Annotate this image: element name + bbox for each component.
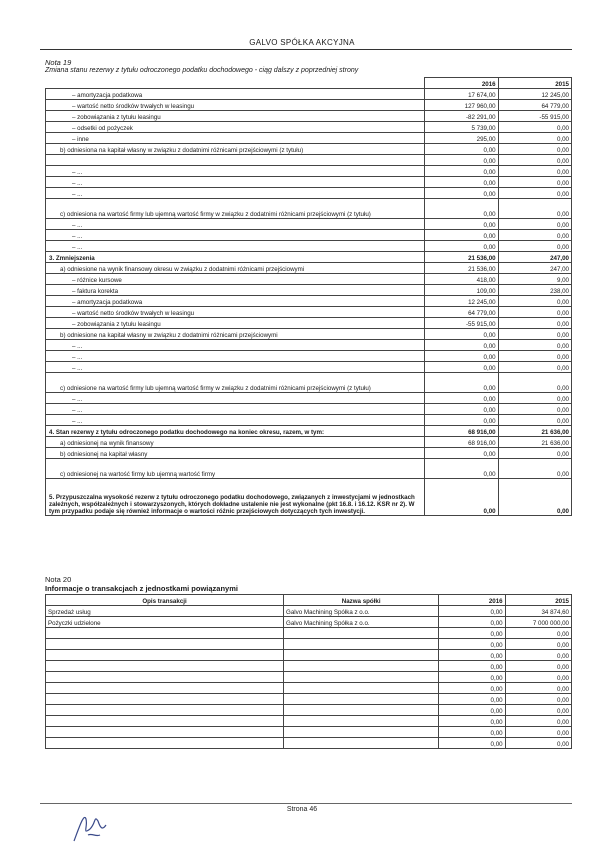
- value-2015: 0,00: [498, 241, 571, 252]
- table-row: [46, 705, 572, 716]
- table-row: [46, 459, 572, 479]
- row-label: c) odniesionej na wartość firmy lub ujemną wartość firmy: [46, 459, 425, 479]
- row-label: – zobowiązania z tytułu leasingu: [46, 318, 425, 329]
- value-2015: 0,00: [505, 639, 571, 650]
- value-2015: 0,00: [505, 628, 571, 639]
- value-2016: 0,00: [425, 230, 498, 241]
- transaction-desc: [46, 650, 284, 661]
- row-label: – ...: [46, 393, 425, 404]
- company-name: [284, 639, 439, 650]
- value-2016: 68 916,00: [425, 437, 498, 448]
- company-name: [284, 683, 439, 694]
- note19-header-2016: 2016: [425, 78, 498, 89]
- table-row: [46, 738, 572, 749]
- row-label: 3. Zmniejszenia: [46, 252, 425, 263]
- value-2015: 9,00: [498, 274, 571, 285]
- transaction-desc: Sprzedaż usług: [46, 606, 284, 617]
- value-2016: 21 536,00: [425, 263, 498, 274]
- table-row: [46, 122, 572, 133]
- table-row: [46, 437, 572, 448]
- table-row: [46, 133, 572, 144]
- row-label: – amortyzacja podatkowa: [46, 89, 425, 100]
- table-row: [46, 373, 572, 393]
- value-2015: 0,00: [498, 230, 571, 241]
- value-2015: 12 245,00: [498, 89, 571, 100]
- note19-header-desc: [46, 78, 425, 89]
- company-name: Galvo Machining Spółka z o.o.: [284, 606, 439, 617]
- row-label: – zobowiązania z tytułu leasingu: [46, 111, 425, 122]
- row-label: c) odniesiona na wartość firmy lub ujemną wartość firmy w związku z dodatnimi różnicami przejściowymi (z tytułu): [46, 199, 425, 219]
- value-2015: 0,00: [505, 683, 571, 694]
- row-label: – ...: [46, 177, 425, 188]
- value-2015: 0,00: [505, 650, 571, 661]
- note20-body: [46, 606, 572, 749]
- company-name: [284, 727, 439, 738]
- transaction-desc: [46, 683, 284, 694]
- value-2016: 68 916,00: [425, 426, 498, 437]
- value-2015: 0,00: [505, 705, 571, 716]
- value-2015: 0,00: [498, 144, 571, 155]
- value-2016: 0,00: [425, 144, 498, 155]
- table-row: [46, 694, 572, 705]
- note20-header-2016: 2016: [439, 595, 505, 606]
- value-2015: 0,00: [505, 694, 571, 705]
- value-2016: 0,00: [425, 177, 498, 188]
- value-2015: 247,00: [498, 263, 571, 274]
- row-label: – inne: [46, 133, 425, 144]
- value-2015: 247,00: [498, 252, 571, 263]
- company-name: [284, 672, 439, 683]
- value-2016: 0,00: [439, 617, 505, 628]
- value-2016: 0,00: [425, 155, 498, 166]
- transaction-desc: [46, 738, 284, 749]
- company-name: Galvo Machining Spółka z o.o.: [284, 617, 439, 628]
- table-row: [46, 230, 572, 241]
- table-row: [46, 672, 572, 683]
- value-2015: 0,00: [505, 738, 571, 749]
- table-row: [46, 296, 572, 307]
- table-row: [46, 199, 572, 219]
- value-2016: 21 536,00: [425, 252, 498, 263]
- value-2016: -55 915,00: [425, 318, 498, 329]
- note20-header-row: [46, 595, 572, 606]
- value-2016: 0,00: [425, 166, 498, 177]
- table-row: [46, 661, 572, 672]
- table-row: [46, 89, 572, 100]
- row-label: – ...: [46, 351, 425, 362]
- table-row: [46, 479, 572, 516]
- note20-header-desc: Opis transakcji: [46, 595, 284, 606]
- row-label: – ...: [46, 219, 425, 230]
- value-2016: 0,00: [425, 199, 498, 219]
- value-2016: 295,00: [425, 133, 498, 144]
- row-label: – odsetki od pożyczek: [46, 122, 425, 133]
- value-2016: 12 245,00: [425, 296, 498, 307]
- value-2016: 0,00: [425, 415, 498, 426]
- value-2016: 0,00: [439, 639, 505, 650]
- value-2015: 0,00: [498, 166, 571, 177]
- row-label: c) odniesione na wartość firmy lub ujemną wartość firmy w związku z dodatnimi różnicami przejściowymi (z tytułu): [46, 373, 425, 393]
- transaction-desc: [46, 705, 284, 716]
- transaction-desc: [46, 628, 284, 639]
- value-2015: 0,00: [498, 318, 571, 329]
- table-row: [46, 362, 572, 373]
- transaction-desc: [46, 661, 284, 672]
- table-row: [46, 415, 572, 426]
- row-label: – ...: [46, 188, 425, 199]
- table-row: [46, 188, 572, 199]
- value-2016: 0,00: [425, 329, 498, 340]
- table-row: [46, 628, 572, 639]
- value-2015: 0,00: [498, 188, 571, 199]
- value-2015: 0,00: [498, 479, 571, 516]
- note19-header-row: [46, 78, 572, 89]
- row-label: 5. Przypuszczalna wysokość rezerw z tytułu odroczonego podatku dochodowego, związanych z inwestycjami w jednostkach zależnych, współzależnych i stowarzyszonych, których dokładne ustalenie nie jest wykonalne (pkt 16.8. i 16.12. KSR nr 2). W tym przypadku podaje się również informacje o wartości różnic przejściowych dotyczących tych inwestycji.: [46, 479, 425, 516]
- value-2016: 0,00: [439, 727, 505, 738]
- table-row: [46, 155, 572, 166]
- value-2016: 0,00: [425, 351, 498, 362]
- value-2015: 21 636,00: [498, 426, 571, 437]
- value-2015: 21 636,00: [498, 437, 571, 448]
- value-2015: 0,00: [498, 199, 571, 219]
- row-label: – różnice kursowe: [46, 274, 425, 285]
- table-row: [46, 727, 572, 738]
- company-name: [284, 661, 439, 672]
- value-2016: 0,00: [425, 362, 498, 373]
- table-row: [46, 716, 572, 727]
- value-2015: 0,00: [498, 362, 571, 373]
- row-label: a) odniesionej na wynik finansowy: [46, 437, 425, 448]
- value-2016: 0,00: [425, 241, 498, 252]
- row-label: b) odniesiona na kapitał własny w związku z dodatnimi różnicami przejściowymi (z tytułu): [46, 144, 425, 155]
- value-2016: 0,00: [425, 459, 498, 479]
- value-2016: 0,00: [425, 219, 498, 230]
- value-2015: 0,00: [505, 672, 571, 683]
- note20-table: [45, 594, 572, 749]
- value-2016: 0,00: [439, 683, 505, 694]
- transaction-desc: [46, 672, 284, 683]
- value-2016: 0,00: [425, 479, 498, 516]
- value-2015: 64 779,00: [498, 100, 571, 111]
- table-row: [46, 340, 572, 351]
- value-2016: 0,00: [425, 373, 498, 393]
- company-name: [284, 694, 439, 705]
- table-row: [46, 393, 572, 404]
- value-2015: 34 874,60: [505, 606, 571, 617]
- row-label: – ...: [46, 340, 425, 351]
- company-name: [284, 705, 439, 716]
- company-header: GALVO SPÓŁKA AKCYJNA: [249, 38, 355, 47]
- table-row: [46, 329, 572, 340]
- value-2016: 418,00: [425, 274, 498, 285]
- row-label: – ...: [46, 230, 425, 241]
- table-row: [46, 177, 572, 188]
- transaction-desc: [46, 716, 284, 727]
- row-label: – ...: [46, 166, 425, 177]
- value-2016: 0,00: [439, 694, 505, 705]
- table-row: [46, 683, 572, 694]
- value-2016: 0,00: [439, 606, 505, 617]
- note19-label: Nota 19: [45, 58, 72, 67]
- value-2015: -55 915,00: [498, 111, 571, 122]
- note20-label: Nota 20: [45, 575, 72, 584]
- row-label: – ...: [46, 362, 425, 373]
- table-row: [46, 318, 572, 329]
- transaction-desc: Pożyczki udzielone: [46, 617, 284, 628]
- value-2015: 0,00: [498, 122, 571, 133]
- signature-mark: [70, 805, 110, 845]
- value-2015: 0,00: [498, 219, 571, 230]
- value-2015: 0,00: [498, 448, 571, 459]
- table-row: [46, 426, 572, 437]
- row-label: 4. Stan rezerwy z tytułu odroczonego podatku dochodowego na koniec okresu, razem, w tym:: [46, 426, 425, 437]
- table-row: [46, 166, 572, 177]
- note19-subtitle: Zmiana stanu rezerwy z tytułu odroczonego podatku dochodowego - ciąg dalszy z poprzedniej strony: [45, 67, 359, 74]
- table-row: [46, 111, 572, 122]
- value-2015: 7 000 000,00: [505, 617, 571, 628]
- value-2015: 0,00: [498, 415, 571, 426]
- transaction-desc: [46, 727, 284, 738]
- value-2016: 0,00: [425, 188, 498, 199]
- transaction-desc: [46, 639, 284, 650]
- value-2015: 0,00: [498, 133, 571, 144]
- row-label: b) odniesione na kapitał własny w związku z dodatnimi różnicami przejściowymi: [46, 329, 425, 340]
- value-2016: 0,00: [439, 716, 505, 727]
- value-2015: 0,00: [498, 155, 571, 166]
- company-name: [284, 628, 439, 639]
- value-2015: 0,00: [498, 459, 571, 479]
- table-row: [46, 219, 572, 230]
- row-label: – ...: [46, 415, 425, 426]
- table-row: [46, 144, 572, 155]
- value-2016: 109,00: [425, 285, 498, 296]
- value-2015: 0,00: [505, 727, 571, 738]
- row-label: – ...: [46, 241, 425, 252]
- value-2016: 0,00: [439, 650, 505, 661]
- value-2016: 0,00: [425, 404, 498, 415]
- table-row: [46, 617, 572, 628]
- value-2015: 0,00: [498, 351, 571, 362]
- value-2016: 0,00: [439, 672, 505, 683]
- table-row: [46, 252, 572, 263]
- table-row: [46, 241, 572, 252]
- note20-header-company: Nazwa spółki: [284, 595, 439, 606]
- row-label: – wartość netto środków trwałych w leasingu: [46, 307, 425, 318]
- value-2015: 0,00: [498, 340, 571, 351]
- row-label: – amortyzacja podatkowa: [46, 296, 425, 307]
- value-2015: 0,00: [505, 661, 571, 672]
- table-row: [46, 307, 572, 318]
- value-2016: 0,00: [439, 661, 505, 672]
- row-label: – ...: [46, 404, 425, 415]
- table-row: [46, 100, 572, 111]
- note19-table: [45, 77, 572, 516]
- company-name: [284, 738, 439, 749]
- company-name: [284, 650, 439, 661]
- value-2016: 5 739,00: [425, 122, 498, 133]
- note20-header-2015: 2015: [505, 595, 571, 606]
- row-label: a) odniesione na wynik finansowy okresu w związku z dodatnimi różnicami przejściowymi: [46, 263, 425, 274]
- note19-header-2015: 2015: [498, 78, 571, 89]
- value-2016: 0,00: [425, 448, 498, 459]
- note19-body: [46, 89, 572, 516]
- value-2016: 0,00: [439, 628, 505, 639]
- value-2016: -82 291,00: [425, 111, 498, 122]
- row-label: b) odniesionej na kapitał własny: [46, 448, 425, 459]
- value-2015: 238,00: [498, 285, 571, 296]
- page-number: Strona 46: [286, 806, 318, 813]
- value-2015: 0,00: [498, 296, 571, 307]
- note20-subtitle: Informacje o transakcjach z jednostkami powiązanymi: [45, 584, 238, 593]
- table-row: [46, 404, 572, 415]
- value-2015: 0,00: [498, 373, 571, 393]
- transaction-desc: [46, 694, 284, 705]
- footer-rule: [40, 803, 572, 804]
- value-2016: 0,00: [439, 738, 505, 749]
- value-2016: 0,00: [425, 393, 498, 404]
- value-2015: 0,00: [498, 393, 571, 404]
- value-2016: 64 779,00: [425, 307, 498, 318]
- table-row: [46, 448, 572, 459]
- table-row: [46, 650, 572, 661]
- company-name: [284, 716, 439, 727]
- table-row: [46, 263, 572, 274]
- value-2015: 0,00: [505, 716, 571, 727]
- value-2015: 0,00: [498, 404, 571, 415]
- row-label: – wartość netto środków trwałych w leasingu: [46, 100, 425, 111]
- header-rule: [40, 49, 572, 50]
- value-2016: 17 674,00: [425, 89, 498, 100]
- value-2016: 0,00: [425, 340, 498, 351]
- value-2015: 0,00: [498, 307, 571, 318]
- value-2016: 0,00: [439, 705, 505, 716]
- value-2015: 0,00: [498, 329, 571, 340]
- table-row: [46, 274, 572, 285]
- table-row: [46, 351, 572, 362]
- row-label: – faktura korekta: [46, 285, 425, 296]
- table-row: [46, 606, 572, 617]
- table-row: [46, 285, 572, 296]
- value-2016: 127 960,00: [425, 100, 498, 111]
- value-2015: 0,00: [498, 177, 571, 188]
- row-label: [46, 155, 425, 166]
- table-row: [46, 639, 572, 650]
